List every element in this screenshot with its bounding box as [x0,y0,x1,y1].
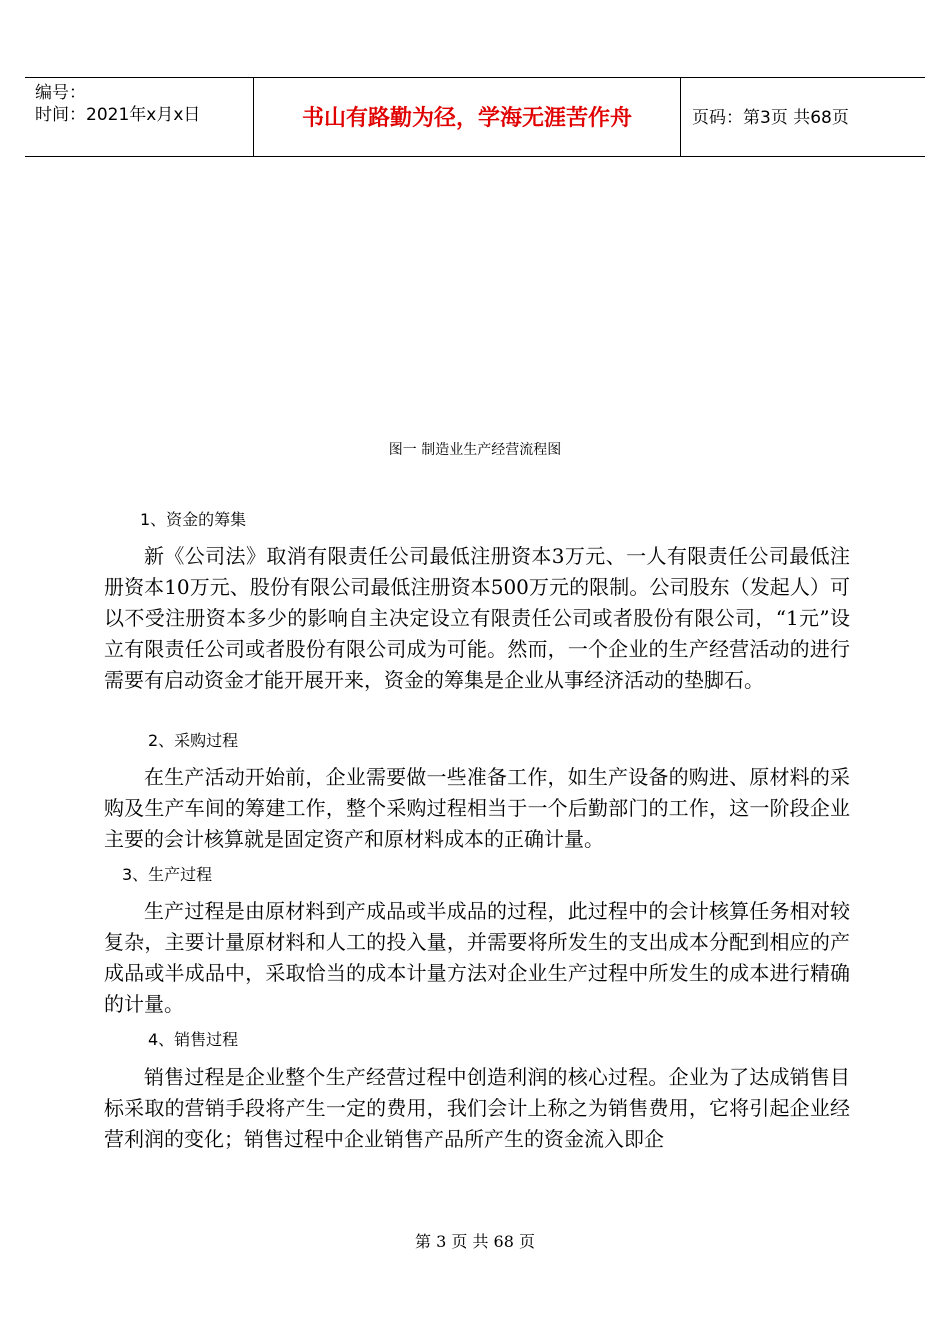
section-body-procurement: 在生产活动开始前，企业需要做一些准备工作，如生产设备的购进、原材料的采购及生产车间的筹建工作，整个采购过程相当于一个后勤部门的工作，这一阶段企业主要的会计核算就是固定资产和原材料成本的正确计量。 [104,765,850,851]
document-number-label: 编号： [35,83,86,103]
section-body-production: 生产过程是由原材料到产成品或半成品的过程，此过程中的会计核算任务相对较复杂，主要计量原材料和人工的投入量，并需要将所发生的支出成本分配到相应的产成品或半成品中，采取恰当的成本计量方法对企业生产过程中所发生的成本进行精确的计量。 [104,899,850,1016]
section-heading-procurement: 2、采购过程 [148,731,239,750]
section-body-funding: 新《公司法》取消有限责任公司最低注册资本3万元、一人有限责任公司最低注册资本10万元、股份有限公司最低注册资本500万元的限制。公司股东（发起人）可以不受注册资本多少的影响自主决定设立有限责任公司或者股份有限公司，“1元”设立有限责任公司或者股份有限公司成为可能。然而，一个企业的生产经营活动的进行需要有启动资金才能开展开来，资金的筹集是企业从事经济活动的垫脚石。 [104,544,850,692]
figure-caption: 图一 制造业生产经营流程图 [388,442,562,458]
section-heading-funding: 1、资金的筹集 [140,510,247,529]
section-heading-sales: 4、销售过程 [148,1030,239,1049]
header-motto: 书山有路勤为径，学海无涯苦作舟 [301,106,632,131]
page-footer: 第 3 页 共 68 页 [415,1232,535,1251]
header-page-cell [680,78,925,156]
section-body-sales: 销售过程是企业整个生产经营过程中创造利润的核心过程。企业为了达成销售目标采取的营销手段将产生一定的费用，我们会计上称之为销售费用，它将引起企业经营利润的变化；销售过程中企业销售产品所产生的资金流入即企 [104,1065,850,1151]
page-header [25,77,925,157]
header-meta-cell [25,78,253,156]
header-motto-cell [253,78,681,156]
header-page-info: 页码：第3页 共68页 [692,108,849,128]
document-time-label: 时间：2021年x月x日 [35,105,201,125]
section-heading-production: 3、生产过程 [122,865,213,884]
